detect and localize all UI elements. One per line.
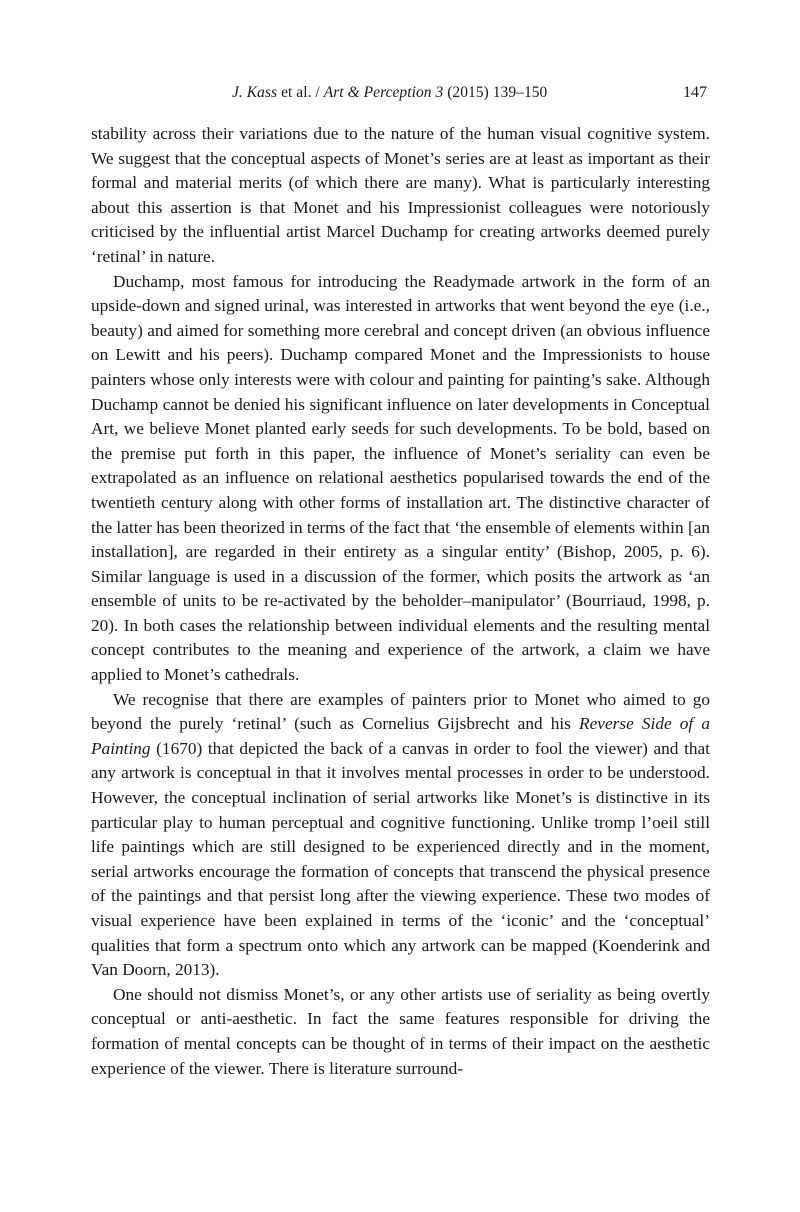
- paragraph-3-text-before: We recognise that there are examples of painters prior to Monet who aimed to go beyond the purely ‘retinal’ (such as Cornelius Gijsbrecht and his: [91, 689, 710, 734]
- running-head-etal: et al. /: [277, 84, 324, 101]
- running-head-citation: [232, 84, 547, 102]
- artwork-title: Reverse Side of a Painting: [91, 714, 710, 758]
- article-body: [91, 122, 710, 1081]
- paragraph-3: [91, 688, 710, 983]
- running-head-citation-rest: (2015) 139–150: [443, 84, 548, 101]
- page-number: 147: [683, 84, 707, 101]
- paragraph-3-text-after: (1670) that depicted the back of a canvas in order to fool the viewer) and that any artwork is conceptual in that it involves mental processes in order to be understood. However, the conceptual inclination of serial artworks like Monet’s is distinctive in its particular play to human perceptual and cognitive functioning. Unlike tromp l’oeil still life paintings which are still designed to be experienced directly and in the moment, serial artworks encourage the formation of concepts that transcend the physical presence of the paintings and that persist long after the viewing experience. These two modes of visual experience have been explained in terms of the ‘iconic’ and the ‘conceptual’ qualities that form a spectrum onto which any artwork can be mapped (Koenderink and Van Doorn, 2013).: [91, 738, 710, 980]
- running-head-journal: Art & Perception 3: [323, 84, 444, 101]
- paragraph-1: stability across their variations due to the nature of the human visual cognitive system. We suggest that the conceptual aspects of Monet’s series are at least as important as their formal and material merits (of which there are many). What is particularly interesting about this assertion is that Monet and his Impressionist colleagues were notoriously criticised by the influential artist Marcel Duchamp for creating artworks deemed purely ‘retinal’ in nature.: [91, 124, 710, 266]
- paragraph-2: Duchamp, most famous for introducing the Readymade artwork in the form of an upside-down and signed urinal, was interested in artworks that went beyond the eye (i.e., beauty) and aimed for something more cerebral and concept driven (an obvious influence on Lewitt and his peers). Duchamp compared Monet and the Impressionists to house painters whose only interests were with colour and painting for painting’s sake. Although Duchamp cannot be denied his significant influence on later developments in Conceptual Art, we believe Monet planted early seeds for such developments. To be bold, based on the premise put forth in this paper, the influence of Monet’s seriality can even be extrapolated as an influence on relational aesthetics popularised towards the end of the twentieth century along with other forms of installation art. The distinctive character of the latter has been theorized in terms of the fact that ‘the ensemble of elements within [an installation], are regarded in their entirety as a singular entity’ (Bishop, 2005, p. 6). Similar language is used in a discussion of the former, which posits the artwork as ‘an ensemble of units to be re-activated by the beholder–manipulator’ (Bourriaud, 1998, p. 20). In both cases the relationship between individual elements and the resulting mental concept contributes to the meaning and experience of the artwork, a claim we have applied to Monet’s cathedrals.: [91, 271, 711, 685]
- paragraph-4: One should not dismiss Monet’s, or any other artists use of seriality as being overtly conceptual or anti-aesthetic. In fact the same features responsible for driving the formation of mental concepts can be thought of in terms of their impact on the aesthetic experience of the viewer. There is literature surround-: [91, 984, 710, 1078]
- running-head: [91, 84, 709, 108]
- running-head-authors: J. Kass: [232, 84, 278, 101]
